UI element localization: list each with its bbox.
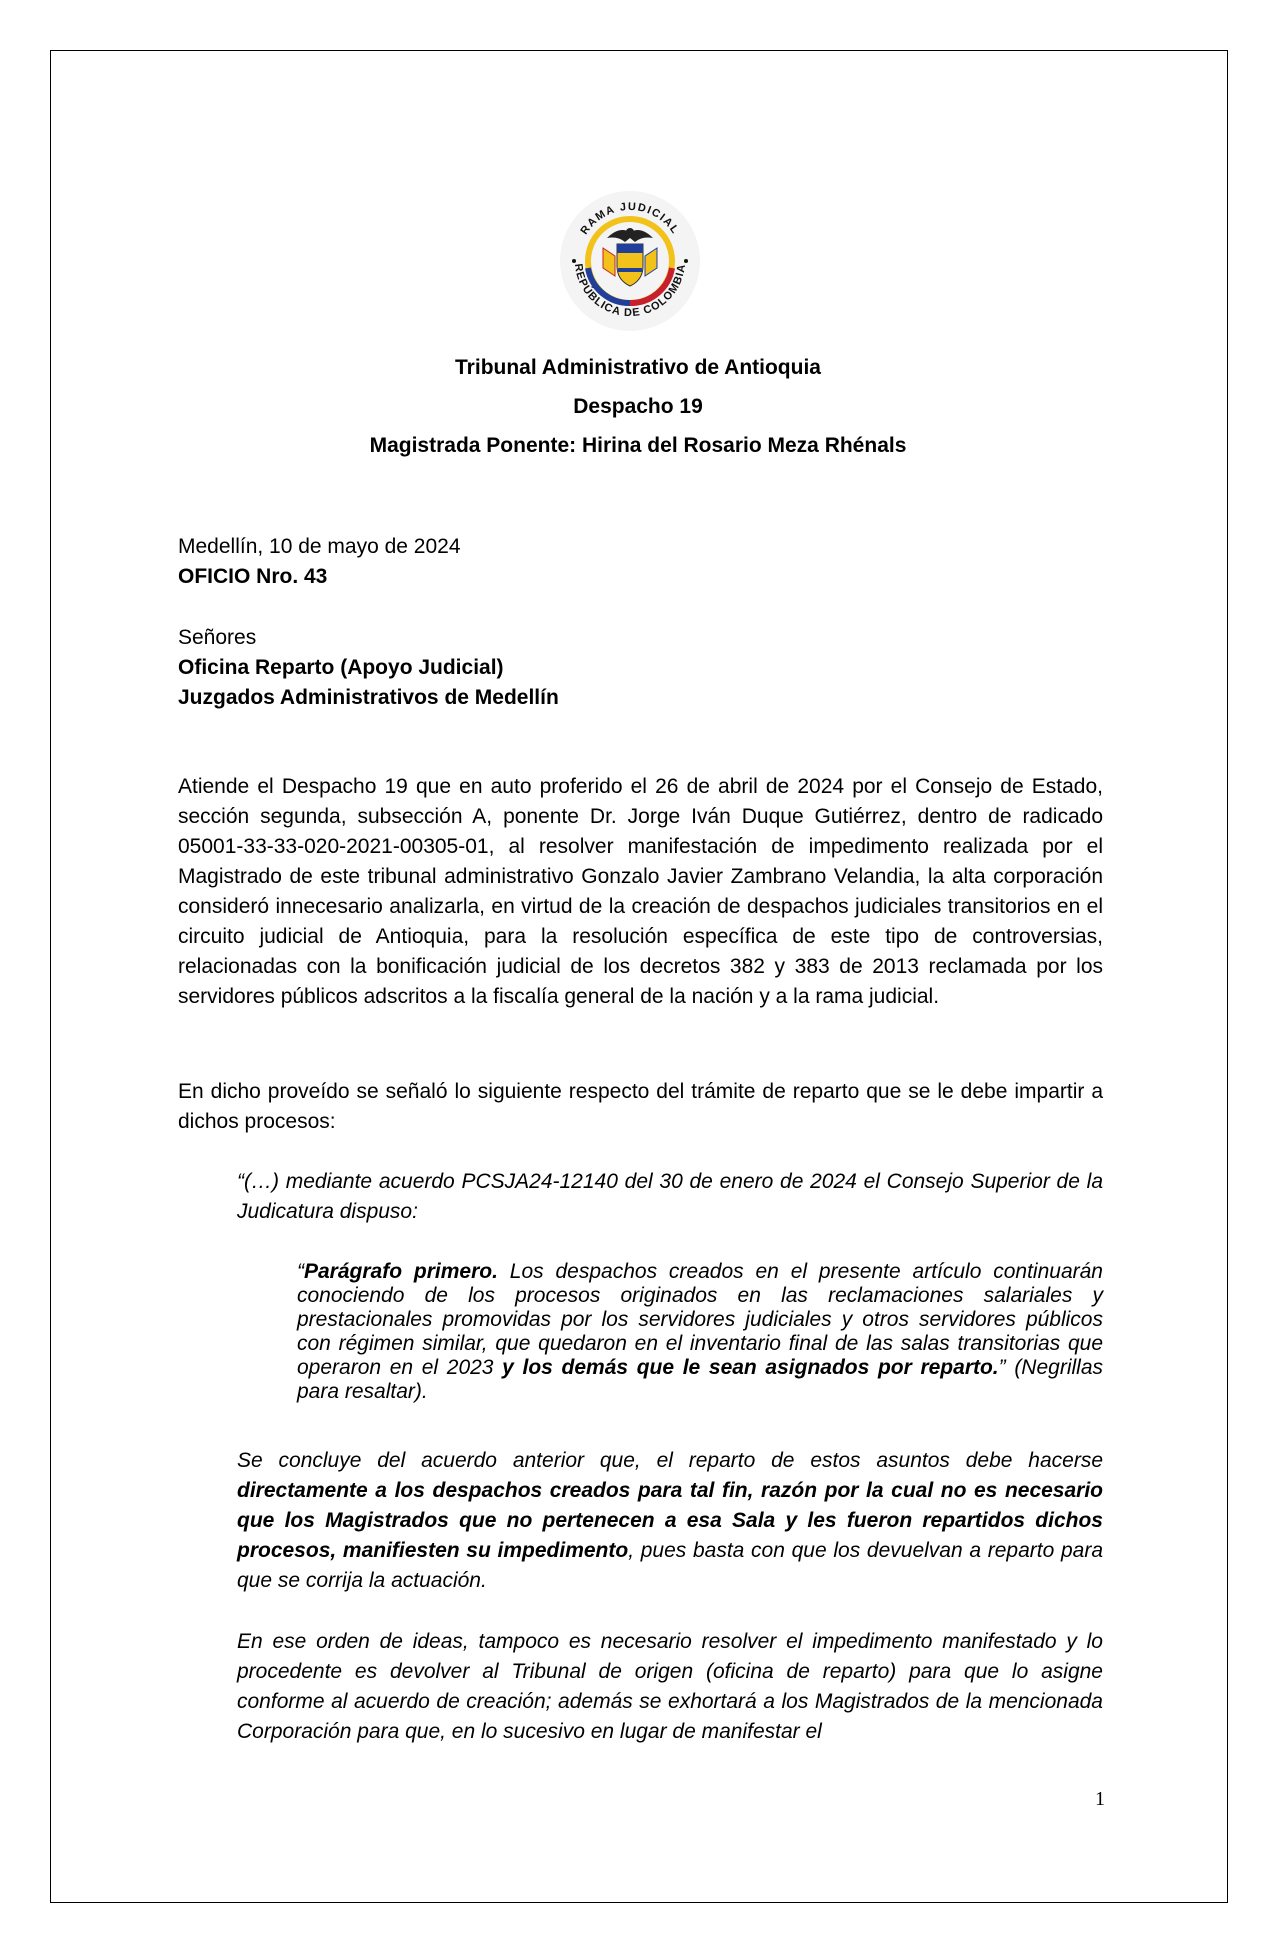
- paragraph-2: En dicho proveído se señaló lo siguiente respecto del trámite de reparto que se le debe impartir a dichos procesos:: [178, 1080, 1103, 1133]
- quote-conclusion: Se concluye del acuerdo anterior que, el reparto de estos asuntos debe hacerse directamente a los despachos creados para tal fin, razón por la cual no es necesario que los Magistrados que no pertenecen a esa Sala y les fueron repartidos dichos procesos, manifiesten su impedimento, pues basta con que los devuelvan a reparto para que se corrija la actuación.: [237, 1449, 1104, 1592]
- quote-order: En ese orden de ideas, tampoco es necesario resolver el impedimento manifestado y lo procedente es devolver al Tribunal de origen (oficina de reparto) para que lo asigne conforme al acuerdo de creación; además se exhortará a los Magistrados de la mencionada Corporación para que, en lo sucesivo en lugar de manifestar el: [237, 1630, 1103, 1743]
- svg-text:RAMA JUDICIAL: RAMA JUDICIAL: [578, 200, 682, 237]
- magistrate-name: Magistrada Ponente: Hirina del Rosario Meza Rhénals: [369, 434, 907, 457]
- oficio-number: OFICIO Nro. 43: [178, 565, 328, 588]
- quote-intro: “(…) mediante acuerdo PCSJA24-12140 del 30 de enero de 2024 el Consejo Superior de la Judicatura dispuso:: [237, 1170, 1103, 1223]
- quoted-bold-emphasis: y los demás que le sean asignados por reparto.: [502, 1356, 999, 1379]
- office-name: Despacho 19: [573, 395, 703, 418]
- recipient-courts: Juzgados Administrativos de Medellín: [178, 686, 559, 709]
- place-date: Medellín, 10 de mayo de 2024: [178, 535, 461, 558]
- salutation: Señores: [178, 626, 257, 649]
- svg-text:REPÚBLICA DE COLOMBIA: REPÚBLICA DE COLOMBIA: [571, 262, 689, 320]
- page-number: 1: [1095, 1788, 1105, 1810]
- quoted-bold-heading: Parágrafo primero.: [304, 1260, 498, 1283]
- quoted-paragraph: “Parágrafo primero. Los despachos creados en el presente artículo continuarán conociendo de los procesos originados en las reclamaciones salariales y prestacionales promovidas por los servidores judiciales y otros servidores públicos con régimen similar, que quedaron en el inventario final de las salas transitorias que operaron en el 2023 y los demás que le sean asignados por reparto.” (Negrillas para resaltar).: [297, 1260, 1104, 1403]
- rama-judicial-seal: [557, 188, 703, 334]
- recipient-office: Oficina Reparto (Apoyo Judicial): [178, 656, 504, 679]
- conclusion-bold: directamente a los despachos creados para tal fin, razón por la cual no es necesario que los Magistrados que no pertenecen a esa Sala y les fueron repartidos dichos procesos, manifiesten su impedimento: [237, 1479, 1103, 1562]
- court-name: Tribunal Administrativo de Antioquia: [455, 356, 821, 379]
- paragraph-1: Atiende el Despacho 19 que en auto proferido el 26 de abril de 2024 por el Consejo de Estado, sección segunda, subsección A, ponente Dr. Jorge Iván Duque Gutiérrez, dentro de radicado 05001-33-33-020-2021-00305-01, al resolver manifestación de impedimento realizada por el Magistrado de este tribunal administrativo Gonzalo Javier Zambrano Velandia, la alta corporación consideró innecesario analizarla, en virtud de la creación de despachos judiciales transitorios en el circuito judicial de Antioquia, para la resolución específica de este tipo de controversias, relacionadas con la bonificación judicial de los decretos 382 y 383 de 2013 reclamada por los servidores públicos adscritos a la fiscalía general de la nación y a la rama judicial.: [178, 775, 1103, 1008]
